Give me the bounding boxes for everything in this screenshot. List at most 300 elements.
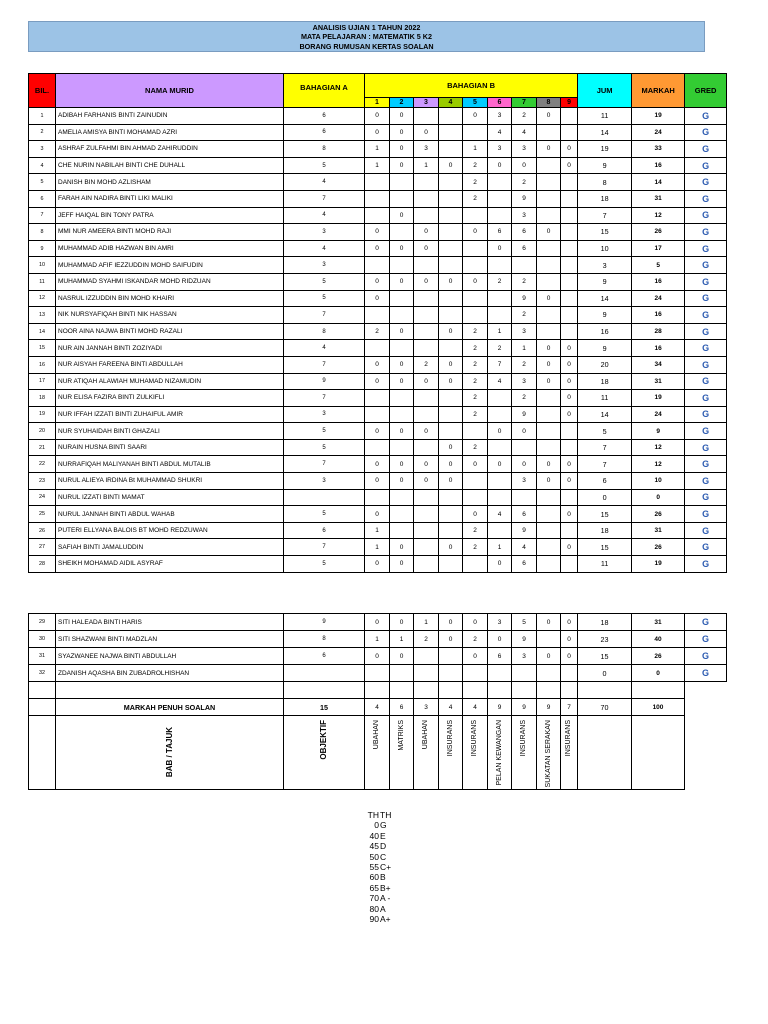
student-q7: 2 <box>512 273 537 290</box>
student-q5: 2 <box>463 406 488 423</box>
student-q3: 0 <box>414 423 439 440</box>
student-q7 <box>512 439 537 456</box>
student-bahagian-a: 5 <box>284 423 365 440</box>
student-q6: 7 <box>488 356 512 373</box>
student-q6 <box>488 406 512 423</box>
student-q6 <box>488 257 512 274</box>
student-q4: 0 <box>439 539 463 556</box>
student-q1: 0 <box>365 124 390 141</box>
student-jum: 14 <box>578 290 632 307</box>
student-q8 <box>537 124 561 141</box>
student-name: SYAZWANEE NAJWA BINTI ABDULLAH <box>56 648 284 665</box>
student-q6: 0 <box>488 423 512 440</box>
grade-scale-head: TH TH <box>367 810 392 820</box>
report-header <box>28 21 705 52</box>
student-row <box>29 456 727 473</box>
student-q4: 0 <box>439 456 463 473</box>
student-q1: 1 <box>365 631 390 648</box>
student-gred: G <box>685 207 727 224</box>
student-jum: 0 <box>578 665 632 682</box>
topics-label-cell <box>56 716 284 790</box>
student-q1: 1 <box>365 539 390 556</box>
student-q7: 0 <box>512 456 537 473</box>
student-q7: 2 <box>512 307 537 324</box>
student-q7: 4 <box>512 539 537 556</box>
student-q3 <box>414 174 439 191</box>
student-q9: 0 <box>561 456 578 473</box>
student-markah: 31 <box>632 522 685 539</box>
student-gred: G <box>685 473 727 490</box>
student-markah: 24 <box>632 124 685 141</box>
student-q1: 0 <box>365 506 390 523</box>
student-markah: 16 <box>632 157 685 174</box>
student-bahagian-a: 7 <box>284 356 365 373</box>
student-row <box>29 373 727 390</box>
student-bahagian-a: 7 <box>284 539 365 556</box>
student-q2 <box>390 290 414 307</box>
grade-scale-row <box>360 862 391 872</box>
student-q1 <box>365 340 390 357</box>
student-q1: 0 <box>365 423 390 440</box>
student-name: DANISH BIN MOHD AZLISHAM <box>56 174 284 191</box>
student-q5 <box>463 489 488 506</box>
student-row <box>29 665 727 682</box>
student-q9 <box>561 273 578 290</box>
topic-q6-cell <box>488 716 512 790</box>
student-jum: 7 <box>578 456 632 473</box>
student-name: NURAIN HUSNA BINTI SAARI <box>56 439 284 456</box>
student-q8 <box>537 273 561 290</box>
student-q4 <box>439 522 463 539</box>
student-q7 <box>512 257 537 274</box>
student-bahagian-a: 8 <box>284 323 365 340</box>
question-2-header: 2 <box>390 98 414 108</box>
student-name: ADIBAH FARHANIS BINTI ZAINUDIN <box>56 108 284 125</box>
student-q1 <box>365 207 390 224</box>
student-jum: 11 <box>578 556 632 573</box>
student-q8: 0 <box>537 648 561 665</box>
student-bahagian-a: 5 <box>284 157 365 174</box>
student-name: SAFIAH BINTI JAMALUDDIN <box>56 539 284 556</box>
student-bil: 31 <box>29 648 56 665</box>
student-q2: 0 <box>390 473 414 490</box>
student-q4: 0 <box>439 356 463 373</box>
student-q8 <box>537 174 561 191</box>
col-bahagian-a-header: BAHAGIAN A <box>284 74 365 108</box>
student-q4 <box>439 423 463 440</box>
student-name: MUHAMMAD ADIB HAZWAN BIN AMRI <box>56 240 284 257</box>
student-q9 <box>561 665 578 682</box>
student-q3 <box>414 506 439 523</box>
student-q9: 0 <box>561 506 578 523</box>
student-q6 <box>488 489 512 506</box>
student-q9 <box>561 190 578 207</box>
student-q9: 0 <box>561 406 578 423</box>
student-markah: 28 <box>632 323 685 340</box>
blank-row <box>29 682 727 699</box>
student-jum: 15 <box>578 506 632 523</box>
student-name: MMI NUR AMEERA BINTI MOHD RAJI <box>56 224 284 241</box>
student-q5: 2 <box>463 631 488 648</box>
student-jum: 7 <box>578 207 632 224</box>
full-marks-row <box>29 699 727 716</box>
student-gred: G <box>685 257 727 274</box>
student-q8 <box>537 489 561 506</box>
student-q2 <box>390 506 414 523</box>
student-jum: 18 <box>578 614 632 631</box>
grade-letter: C+ <box>380 862 392 873</box>
student-gred: G <box>685 556 727 573</box>
student-q5: 2 <box>463 522 488 539</box>
student-q3 <box>414 665 439 682</box>
student-bahagian-a: 5 <box>284 290 365 307</box>
question-5-header: 5 <box>463 98 488 108</box>
student-jum: 11 <box>578 108 632 125</box>
student-gred: G <box>685 456 727 473</box>
grade-scale-row <box>360 820 391 830</box>
student-q3: 0 <box>414 373 439 390</box>
student-q3: 2 <box>414 631 439 648</box>
student-bahagian-a: 3 <box>284 257 365 274</box>
student-markah: 12 <box>632 456 685 473</box>
student-q4 <box>439 124 463 141</box>
grade-threshold: 60 <box>369 872 379 883</box>
student-bil: 20 <box>29 423 56 440</box>
student-bahagian-a: 7 <box>284 307 365 324</box>
student-row <box>29 190 727 207</box>
student-bahagian-a <box>284 665 365 682</box>
student-bil: 25 <box>29 506 56 523</box>
question-8-header: 8 <box>537 98 561 108</box>
student-markah: 12 <box>632 439 685 456</box>
student-q7: 6 <box>512 506 537 523</box>
student-markah: 16 <box>632 307 685 324</box>
student-q8: 0 <box>537 340 561 357</box>
student-q4 <box>439 190 463 207</box>
student-q3: 0 <box>414 224 439 241</box>
student-q5: 0 <box>463 648 488 665</box>
student-bil: 14 <box>29 323 56 340</box>
full-marks-markah: 100 <box>632 699 685 716</box>
student-q4: 0 <box>439 631 463 648</box>
student-q1: 0 <box>365 240 390 257</box>
student-bil: 17 <box>29 373 56 390</box>
student-q4: 0 <box>439 273 463 290</box>
student-name: NASRUL IZZUDDIN BIN MOHD KHAIRI <box>56 290 284 307</box>
student-markah: 16 <box>632 273 685 290</box>
student-q3 <box>414 406 439 423</box>
student-q7: 9 <box>512 290 537 307</box>
student-q4 <box>439 174 463 191</box>
student-q6: 1 <box>488 323 512 340</box>
student-q6 <box>488 522 512 539</box>
question-7-header: 7 <box>512 98 537 108</box>
student-q8 <box>537 257 561 274</box>
student-q8 <box>537 406 561 423</box>
student-q9: 0 <box>561 473 578 490</box>
question-3-header: 3 <box>414 98 439 108</box>
student-q1 <box>365 439 390 456</box>
student-name: ZDANISH AQASHA BIN ZUBADROLHISHAN <box>56 665 284 682</box>
student-bil: 21 <box>29 439 56 456</box>
grade-letter: A - <box>380 893 391 904</box>
student-q2 <box>390 489 414 506</box>
student-markah: 0 <box>632 489 685 506</box>
student-q3: 0 <box>414 273 439 290</box>
student-q5: 2 <box>463 356 488 373</box>
student-q1: 1 <box>365 141 390 158</box>
student-q2 <box>390 224 414 241</box>
student-jum: 15 <box>578 648 632 665</box>
student-bahagian-a <box>284 489 365 506</box>
student-row <box>29 539 727 556</box>
student-q4 <box>439 307 463 324</box>
student-q8: 0 <box>537 290 561 307</box>
student-gred: G <box>685 665 727 682</box>
student-q4 <box>439 207 463 224</box>
student-markah: 16 <box>632 340 685 357</box>
student-name: SITI HALEADA BINTI HARIS <box>56 614 284 631</box>
student-q3 <box>414 489 439 506</box>
student-gred: G <box>685 190 727 207</box>
student-markah: 14 <box>632 174 685 191</box>
student-name: NURUL ALIEYA IRDINA Bt MUHAMMAD SHUKRI <box>56 473 284 490</box>
student-q2: 0 <box>390 648 414 665</box>
student-q6 <box>488 665 512 682</box>
full-marks-q3: 3 <box>414 699 439 716</box>
student-row <box>29 108 727 125</box>
student-q3 <box>414 340 439 357</box>
student-bil: 11 <box>29 273 56 290</box>
grade-threshold: 70 <box>369 893 379 904</box>
topics-label: BAB / TAJUK <box>164 726 174 777</box>
student-bahagian-a: 3 <box>284 224 365 241</box>
grade-letter: D <box>380 841 387 852</box>
student-name: PUTERI ELLYANA BALOIS BT MOHD REDZUWAN <box>56 522 284 539</box>
student-q1: 0 <box>365 356 390 373</box>
student-q6 <box>488 390 512 407</box>
grade-letter: B <box>380 872 386 883</box>
student-gred: G <box>685 522 727 539</box>
student-bil: 2 <box>29 124 56 141</box>
topics-row <box>29 716 727 790</box>
student-name: SHEIKH MOHAMAD AIDIL ASYRAF <box>56 556 284 573</box>
grade-threshold: 90 <box>369 914 379 925</box>
student-q3 <box>414 556 439 573</box>
student-q7: 0 <box>512 423 537 440</box>
student-row <box>29 406 727 423</box>
student-row <box>29 290 727 307</box>
student-row <box>29 207 727 224</box>
student-row <box>29 439 727 456</box>
student-q2: 0 <box>390 539 414 556</box>
student-gred: G <box>685 108 727 125</box>
student-q2 <box>390 390 414 407</box>
student-row <box>29 489 727 506</box>
student-q5 <box>463 307 488 324</box>
student-name: NURRAFIQAH MALIYANAH BINTI ABDUL MUTALIB <box>56 456 284 473</box>
student-bil: 8 <box>29 224 56 241</box>
student-jum: 3 <box>578 257 632 274</box>
student-name: SITI SHAZWANI BINTI MADZLAN <box>56 631 284 648</box>
student-gred: G <box>685 356 727 373</box>
student-q2: 0 <box>390 423 414 440</box>
grade-threshold: 55 <box>369 862 379 873</box>
student-q9: 0 <box>561 340 578 357</box>
student-row <box>29 556 727 573</box>
student-q4 <box>439 390 463 407</box>
student-q7: 1 <box>512 340 537 357</box>
student-q8 <box>537 207 561 224</box>
student-q4 <box>439 556 463 573</box>
student-row <box>29 124 727 141</box>
student-jum: 16 <box>578 323 632 340</box>
student-q4 <box>439 665 463 682</box>
student-q3 <box>414 522 439 539</box>
student-bil: 10 <box>29 257 56 274</box>
student-row <box>29 423 727 440</box>
student-q7: 6 <box>512 224 537 241</box>
grade-letter: E <box>380 830 386 841</box>
full-marks-jum: 70 <box>578 699 632 716</box>
student-q2 <box>390 522 414 539</box>
col-jum-header: JUM <box>578 74 632 108</box>
topic-q3-cell <box>414 716 439 790</box>
student-q1 <box>365 489 390 506</box>
student-q1 <box>365 390 390 407</box>
student-bahagian-a: 8 <box>284 141 365 158</box>
student-jum: 8 <box>578 174 632 191</box>
student-q3: 0 <box>414 124 439 141</box>
student-q9 <box>561 522 578 539</box>
student-q9 <box>561 323 578 340</box>
student-markah: 26 <box>632 648 685 665</box>
student-row <box>29 614 727 631</box>
student-q9 <box>561 489 578 506</box>
student-q8 <box>537 506 561 523</box>
student-row <box>29 506 727 523</box>
student-gred: G <box>685 506 727 523</box>
student-q5: 0 <box>463 506 488 523</box>
student-q5: 2 <box>463 340 488 357</box>
student-row <box>29 323 727 340</box>
student-bil: 13 <box>29 307 56 324</box>
student-q7: 9 <box>512 631 537 648</box>
student-bahagian-a: 6 <box>284 648 365 665</box>
student-bil: 29 <box>29 614 56 631</box>
full-marks-q7: 9 <box>512 699 537 716</box>
student-q5 <box>463 207 488 224</box>
student-q2: 0 <box>390 124 414 141</box>
grade-threshold: 45 <box>369 841 379 852</box>
grade-letter: A <box>380 903 386 914</box>
student-q5: 2 <box>463 157 488 174</box>
student-q1 <box>365 174 390 191</box>
student-row <box>29 141 727 158</box>
student-q1: 0 <box>365 614 390 631</box>
student-row <box>29 174 727 191</box>
student-markah: 24 <box>632 406 685 423</box>
student-q9: 0 <box>561 539 578 556</box>
topic-q1: UBAHAN <box>373 720 380 750</box>
student-jum: 23 <box>578 631 632 648</box>
student-q7: 2 <box>512 174 537 191</box>
student-jum: 9 <box>578 340 632 357</box>
student-q2: 1 <box>390 631 414 648</box>
full-marks-q2: 6 <box>390 699 414 716</box>
student-q7: 3 <box>512 373 537 390</box>
student-markah: 0 <box>632 665 685 682</box>
student-row <box>29 157 727 174</box>
student-q3: 0 <box>414 240 439 257</box>
student-name: MUHAMMAD SYAHMI ISKANDAR MOHD RIDZUAN <box>56 273 284 290</box>
student-jum: 18 <box>578 190 632 207</box>
student-q9 <box>561 257 578 274</box>
topic-q9-cell <box>561 716 578 790</box>
grade-scale-row <box>360 872 391 882</box>
student-bil: 9 <box>29 240 56 257</box>
grade-scale-row <box>360 904 391 914</box>
student-q1: 0 <box>365 108 390 125</box>
student-row <box>29 240 727 257</box>
student-jum: 15 <box>578 224 632 241</box>
student-markah: 34 <box>632 356 685 373</box>
student-q5: 2 <box>463 174 488 191</box>
student-q2 <box>390 257 414 274</box>
student-q8 <box>537 665 561 682</box>
student-q8: 0 <box>537 224 561 241</box>
student-q8 <box>537 307 561 324</box>
student-jum: 20 <box>578 356 632 373</box>
student-q5 <box>463 423 488 440</box>
student-bil: 19 <box>29 406 56 423</box>
student-q9 <box>561 423 578 440</box>
student-q1: 0 <box>365 224 390 241</box>
student-q4 <box>439 506 463 523</box>
student-jum: 18 <box>578 522 632 539</box>
student-q4 <box>439 340 463 357</box>
student-jum: 9 <box>578 307 632 324</box>
student-row <box>29 390 727 407</box>
student-gred: G <box>685 439 727 456</box>
student-bil: 5 <box>29 174 56 191</box>
topic-q5-cell <box>463 716 488 790</box>
student-q2: 0 <box>390 157 414 174</box>
topic-q4-cell <box>439 716 463 790</box>
student-q2: 0 <box>390 207 414 224</box>
student-bahagian-a: 4 <box>284 207 365 224</box>
student-bahagian-a: 3 <box>284 406 365 423</box>
student-bil: 24 <box>29 489 56 506</box>
full-marks-label: MARKAH PENUH SOALAN <box>56 699 284 716</box>
student-q4: 0 <box>439 614 463 631</box>
student-q1 <box>365 406 390 423</box>
student-row <box>29 648 727 665</box>
student-q6 <box>488 307 512 324</box>
student-gred: G <box>685 489 727 506</box>
topic-q1-cell <box>365 716 390 790</box>
student-q8 <box>537 323 561 340</box>
student-q5 <box>463 257 488 274</box>
student-gred: G <box>685 224 727 241</box>
topic-q5: INSURANS <box>471 720 478 757</box>
topic-q6: PELAN KEWANGAN <box>495 720 503 786</box>
student-bil: 1 <box>29 108 56 125</box>
question-9-header: 9 <box>561 98 578 108</box>
student-q9: 0 <box>561 356 578 373</box>
student-bil: 27 <box>29 539 56 556</box>
student-bil: 22 <box>29 456 56 473</box>
